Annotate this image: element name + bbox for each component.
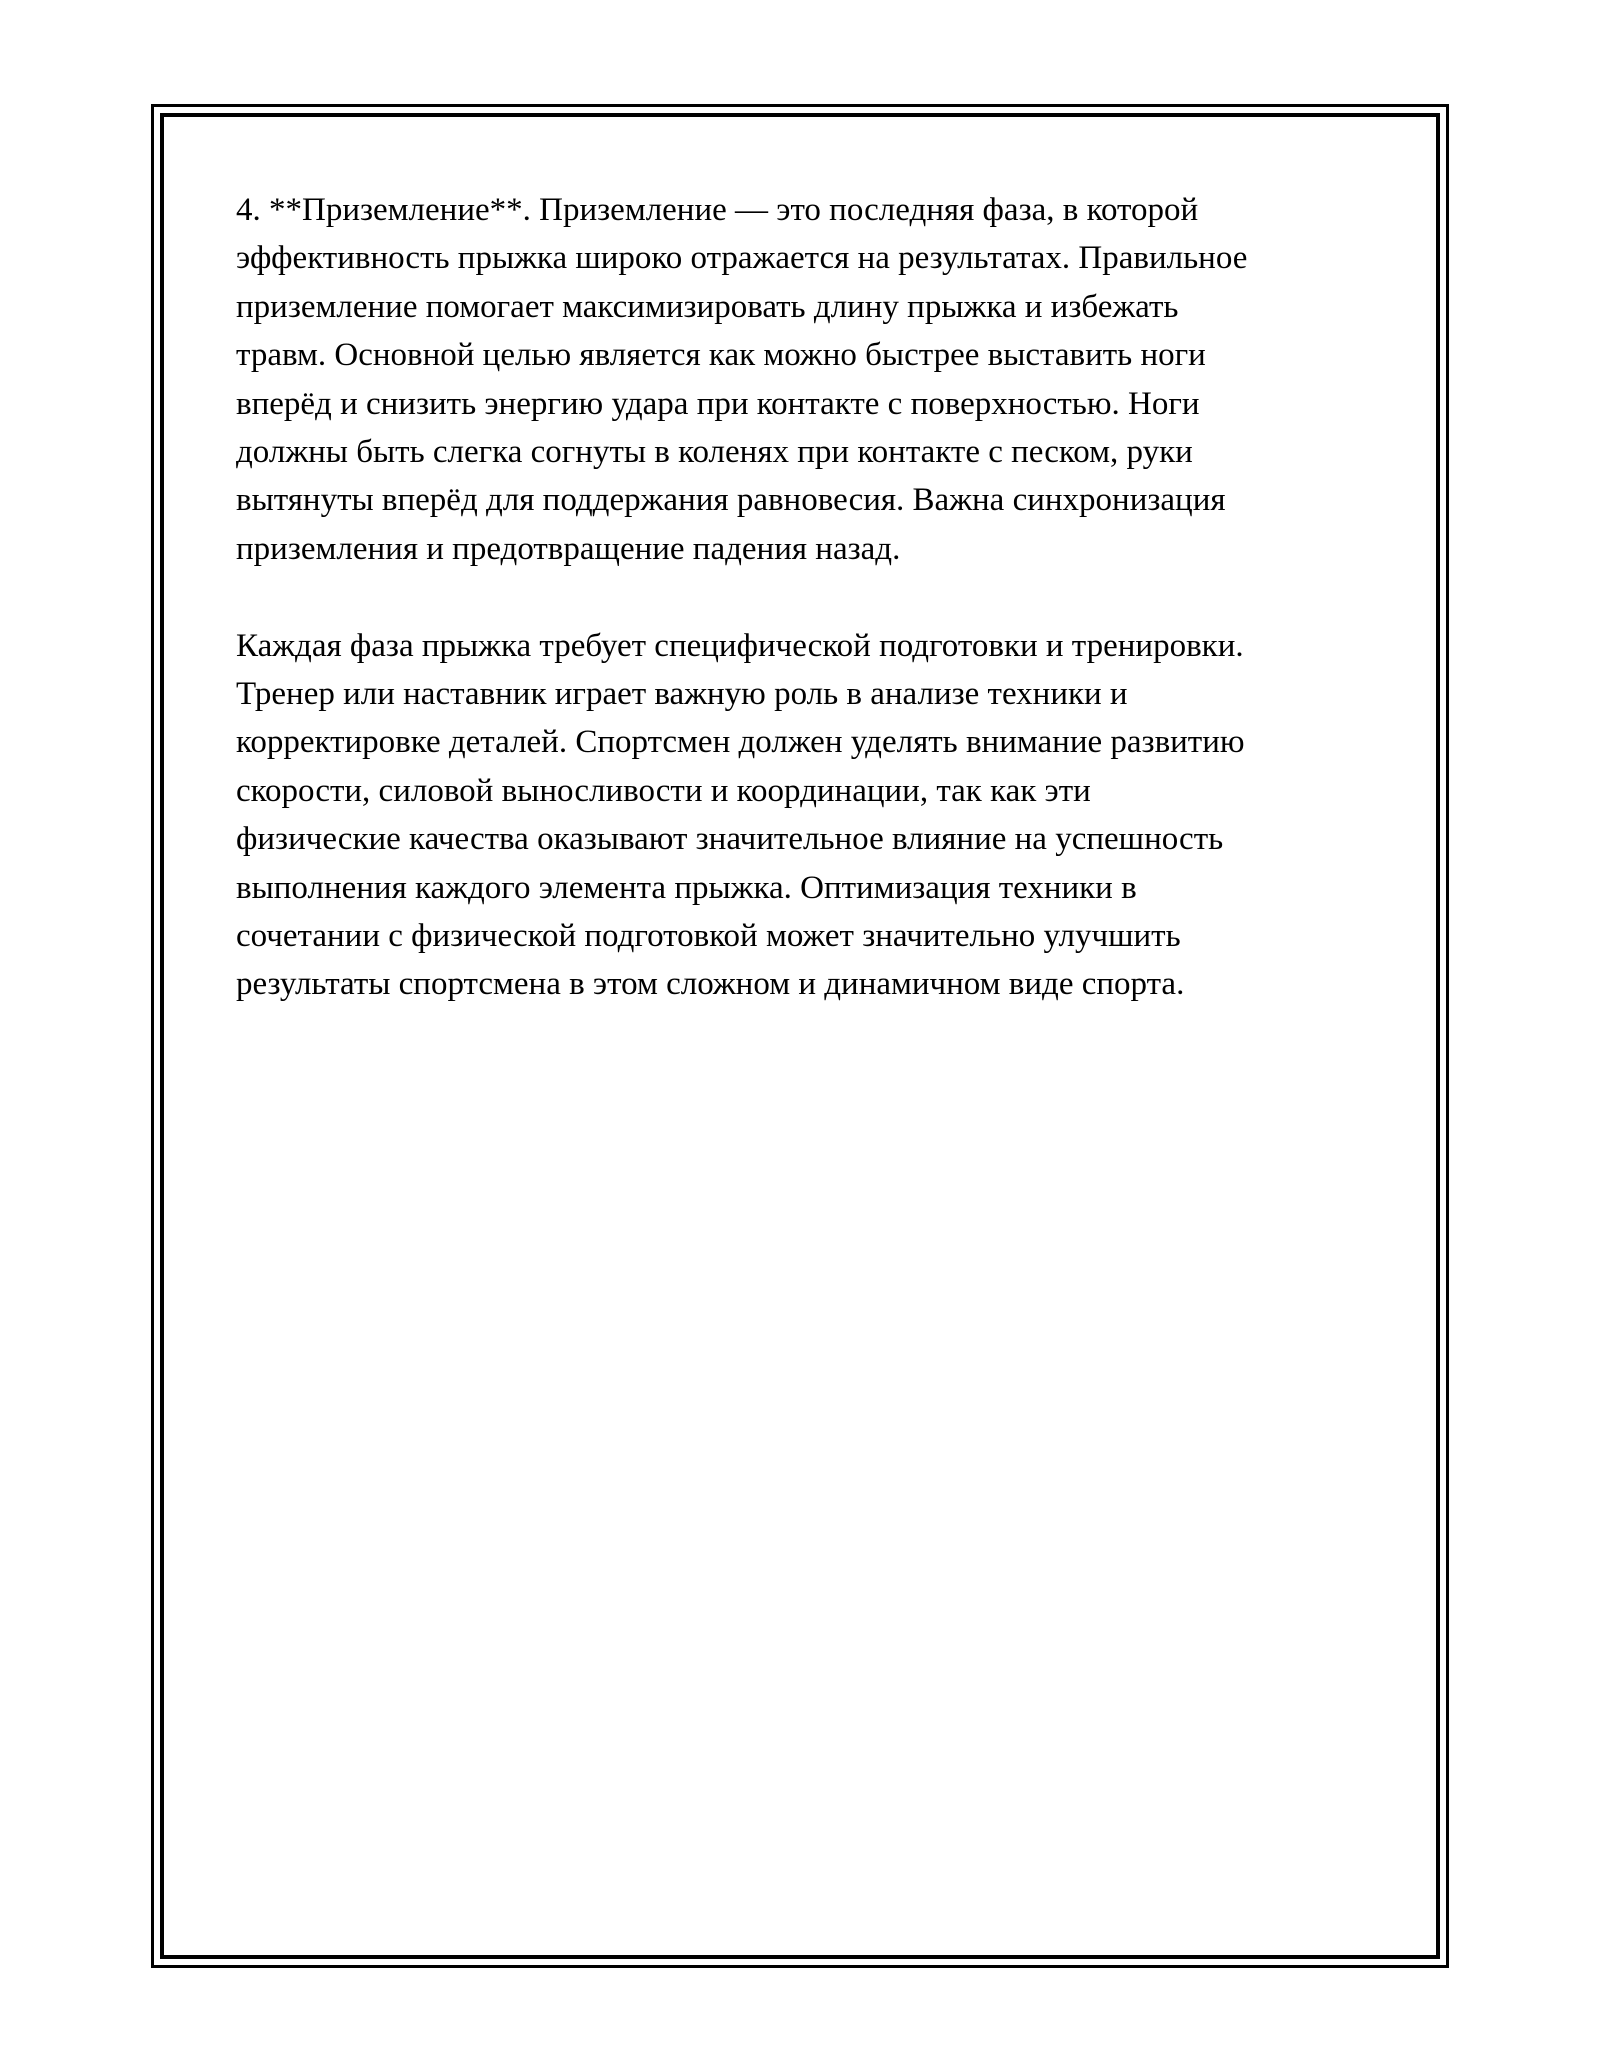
paragraph-landing [236, 186, 1376, 573]
paragraph-conclusion [236, 622, 1376, 1009]
text-line: Тренер или наставник играет важную роль в анализе техники и [236, 676, 1128, 713]
text-line: вытянуты вперёд для поддержания равновесия. Важна синхронизация [236, 482, 1226, 519]
text-line: 4. **Приземление**. Приземление — это последняя фаза, в которой [236, 192, 1199, 228]
text-line: Каждая фаза прыжка требует специфической подготовки и тренировки. [236, 627, 1244, 664]
text-line: эффективность прыжка широко отражается на результатах. Правильное [236, 240, 1248, 277]
text-line: выполнения каждого элемента прыжка. Оптимизация техники в [236, 869, 1137, 906]
document-body [236, 186, 1376, 1009]
text-line: скорости, силовой выносливости и координации, так как эти [236, 772, 1091, 809]
text-line: вперёд и снизить энергию удара при контакте с поверхностью. Ноги [236, 385, 1200, 422]
text-line: сочетании с физической подготовкой может значительно улучшить [236, 918, 1181, 955]
text-line: травм. Основной целью является как можно быстрее выставить ноги [236, 337, 1206, 374]
text-line: приземления и предотвращение падения назад. [236, 530, 901, 567]
text-line: результаты спортсмена в этом сложном и динамичном виде спорта. [236, 966, 1185, 1003]
text-line: должны быть слегка согнуты в коленях при контакте с песком, руки [236, 434, 1193, 471]
text-line: приземление помогает максимизировать длину прыжка и избежать [236, 288, 1179, 325]
text-line: корректировке деталей. Спортсмен должен уделять внимание развитию [236, 724, 1245, 761]
text-line: физические качества оказывают значительное влияние на успешность [236, 821, 1224, 858]
